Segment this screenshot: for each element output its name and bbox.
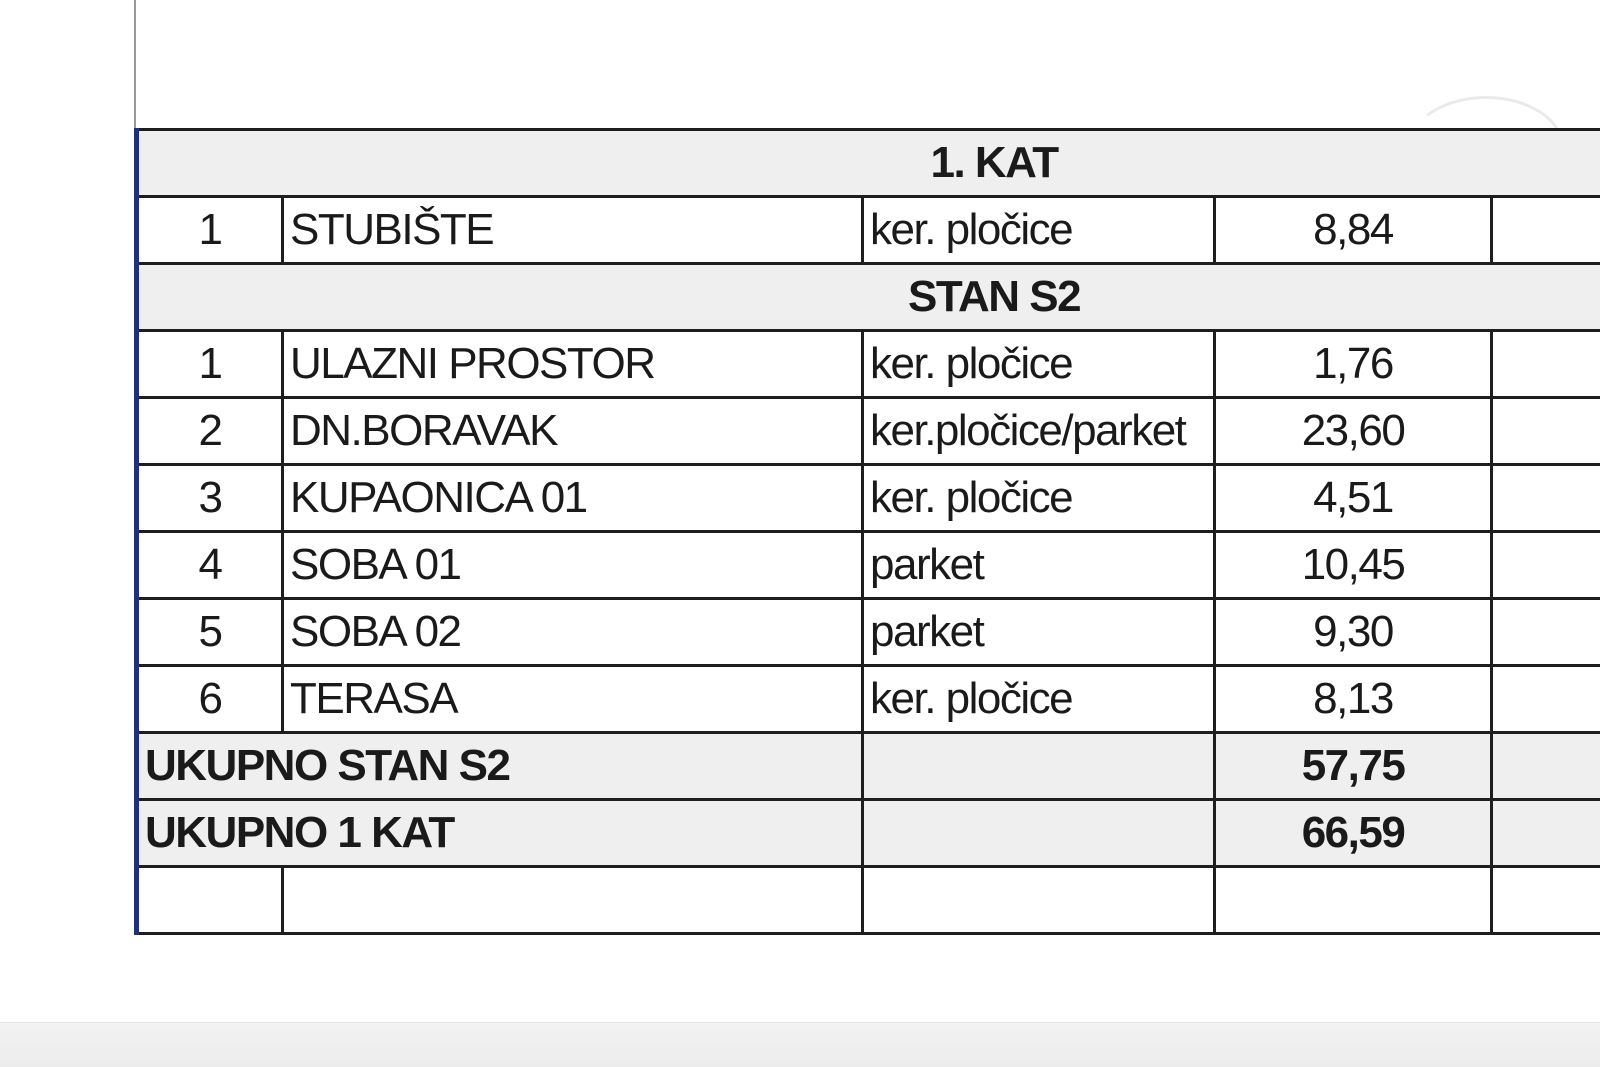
room-area: 4,51: [1215, 465, 1492, 532]
room-name: ULAZNI PROSTOR: [283, 331, 863, 398]
empty-cell: [283, 867, 863, 934]
row-number: 4: [137, 532, 283, 599]
table-row: [137, 398, 1600, 465]
empty-cell: [863, 733, 1215, 800]
room-name: KUPAONICA 01: [283, 465, 863, 532]
row-number: 6: [137, 666, 283, 733]
total-value: 66,59: [1215, 800, 1492, 867]
bottom-bar: [0, 1022, 1600, 1067]
empty-cell: [1492, 532, 1600, 599]
empty-cell: [1492, 800, 1600, 867]
row-number: 5: [137, 599, 283, 666]
empty-cell: [1492, 733, 1600, 800]
room-area: 10,45: [1215, 532, 1492, 599]
empty-cell: [137, 867, 283, 934]
empty-cell: [1215, 867, 1492, 934]
row-number: 3: [137, 465, 283, 532]
section-title: STAN S2: [137, 264, 1600, 331]
room-name: DN.BORAVAK: [283, 398, 863, 465]
empty-cell: [1492, 465, 1600, 532]
floor-type: ker. pločice: [863, 465, 1215, 532]
floor-type: ker. pločice: [863, 197, 1215, 264]
floor-type: ker. pločice: [863, 666, 1215, 733]
total-row-stan: [137, 733, 1600, 800]
row-number: 1: [137, 331, 283, 398]
room-name: SOBA 01: [283, 532, 863, 599]
room-area: 9,30: [1215, 599, 1492, 666]
empty-cell: [1492, 398, 1600, 465]
empty-cell: [1492, 331, 1600, 398]
empty-cell: [863, 800, 1215, 867]
total-label: UKUPNO STAN S2: [137, 733, 863, 800]
table-row: [137, 666, 1600, 733]
floor-type: ker. pločice: [863, 331, 1215, 398]
table-row: [137, 599, 1600, 666]
room-area: 1,76: [1215, 331, 1492, 398]
total-value: 57,75: [1215, 733, 1492, 800]
room-name: STUBIŠTE: [283, 197, 863, 264]
floor-type: ker.pločice/parket: [863, 398, 1215, 465]
room-name: SOBA 02: [283, 599, 863, 666]
row-number: 1: [137, 197, 283, 264]
table-row: [137, 532, 1600, 599]
total-row-kat: [137, 800, 1600, 867]
room-area: 8,84: [1215, 197, 1492, 264]
floor-type: parket: [863, 532, 1215, 599]
empty-cell: [1492, 867, 1600, 934]
row-number: 2: [137, 398, 283, 465]
empty-cell: [1492, 197, 1600, 264]
floor-type: parket: [863, 599, 1215, 666]
total-label: UKUPNO 1 KAT: [137, 800, 863, 867]
table-row: [137, 331, 1600, 398]
room-area-table: [134, 128, 1600, 935]
column-rule: [134, 0, 136, 130]
empty-cell: [1492, 599, 1600, 666]
table-row: [137, 197, 1600, 264]
section-header-stan-s2: [137, 264, 1600, 331]
room-area: 8,13: [1215, 666, 1492, 733]
section-title: 1. KAT: [137, 130, 1600, 197]
table-row: [137, 465, 1600, 532]
section-header-1-kat: [137, 130, 1600, 197]
empty-cell: [863, 867, 1215, 934]
empty-cell: [1492, 666, 1600, 733]
room-name: TERASA: [283, 666, 863, 733]
empty-row: [137, 867, 1600, 934]
room-area: 23,60: [1215, 398, 1492, 465]
